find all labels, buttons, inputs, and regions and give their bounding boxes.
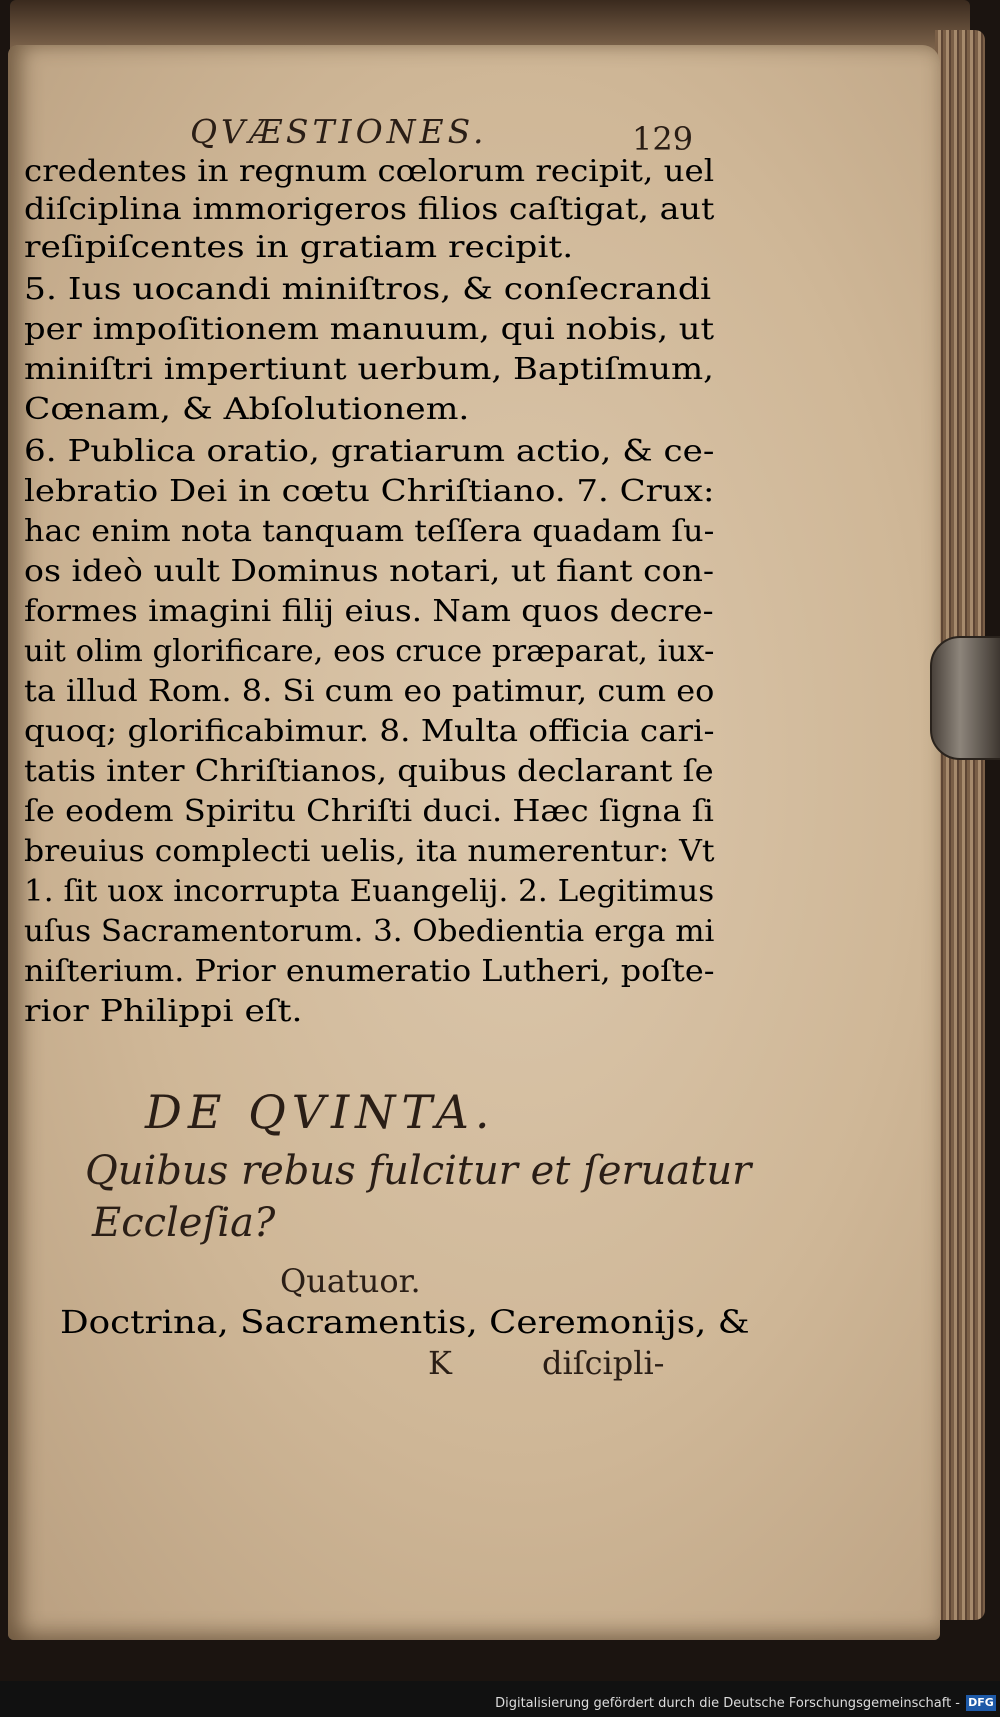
text-line: 5. Ius uocandi miniſtros, & conſecrandi [24,272,712,307]
question-line: Eccleſia? [92,1200,276,1246]
dfg-logo: DFG [966,1695,996,1711]
text-line: diſciplina immorigeros filios caſtigat, aut [24,192,715,227]
text-line: hac enim nota tanquam teſſera quadam ſu- [24,514,715,549]
text-line: Cœnam, & Abſolutionem. [24,392,470,427]
text-line: uit olim glorificare, eos cruce præparat, iux- [24,634,715,669]
answer-line: Doctrina, Sacramentis, Ceremonijs, & [60,1303,750,1341]
catchword: diſcipli- [542,1344,665,1382]
text-line: niſterium. Prior enumeratio Lutheri, poſte- [24,954,715,989]
text-line: uſus Sacramentorum. 3. Obedientia erga mi [24,914,715,949]
section-heading: DE QVINTA. [145,1085,496,1139]
text-line: os ideò uult Dominus notari, ut fiant con- [24,554,715,589]
text-line: tatis inter Chriſtianos, quibus declarant ſe [24,754,714,789]
book-fore-edge [935,30,985,1620]
text-line: 6. Publica oratio, gratiarum actio, & ce- [24,434,715,469]
text-line: ta illud Rom. 8. Si cum eo patimur, cum eo [24,674,715,709]
running-header: QVÆSTIONES. [190,112,488,151]
text-line: breuius complecti uelis, ita numerentur: Vt [24,834,715,869]
page-number: 129 [632,120,694,158]
text-line: 1. ſit uox incorrupta Euangelij. 2. Legitimus [24,874,715,909]
signature-mark: K [428,1344,452,1382]
text-line: ſe eodem Spiritu Chriſti duci. Hæc ſigna ſi [24,794,714,829]
book-clasp [930,636,1000,760]
text-line: reſipiſcentes in gratiam recipit. [24,230,574,265]
question-line: Quibus rebus fulcitur et ſeruatur [85,1148,752,1194]
text-line: formes imagini filij eius. Nam quos decre- [24,594,714,629]
footer-credit: Digitalisierung gefördert durch die Deutsche Forschungsgemeinschaft - [495,1696,960,1711]
text-line: miniſtri impertiunt uerbum, Baptiſmum, [24,352,714,387]
text-line: credentes in regnum cœlorum recipit, uel [24,154,715,189]
text-line: rior Philippi eſt. [24,994,303,1029]
text-line: per impoſitionem manuum, qui nobis, ut [24,312,715,347]
answer-label: Quatuor. [280,1262,421,1300]
text-line: lebratio Dei in cœtu Chriſtiano. 7. Crux: [24,474,715,509]
text-line: quoq; glorificabimur. 8. Multa officia cari- [24,714,715,749]
